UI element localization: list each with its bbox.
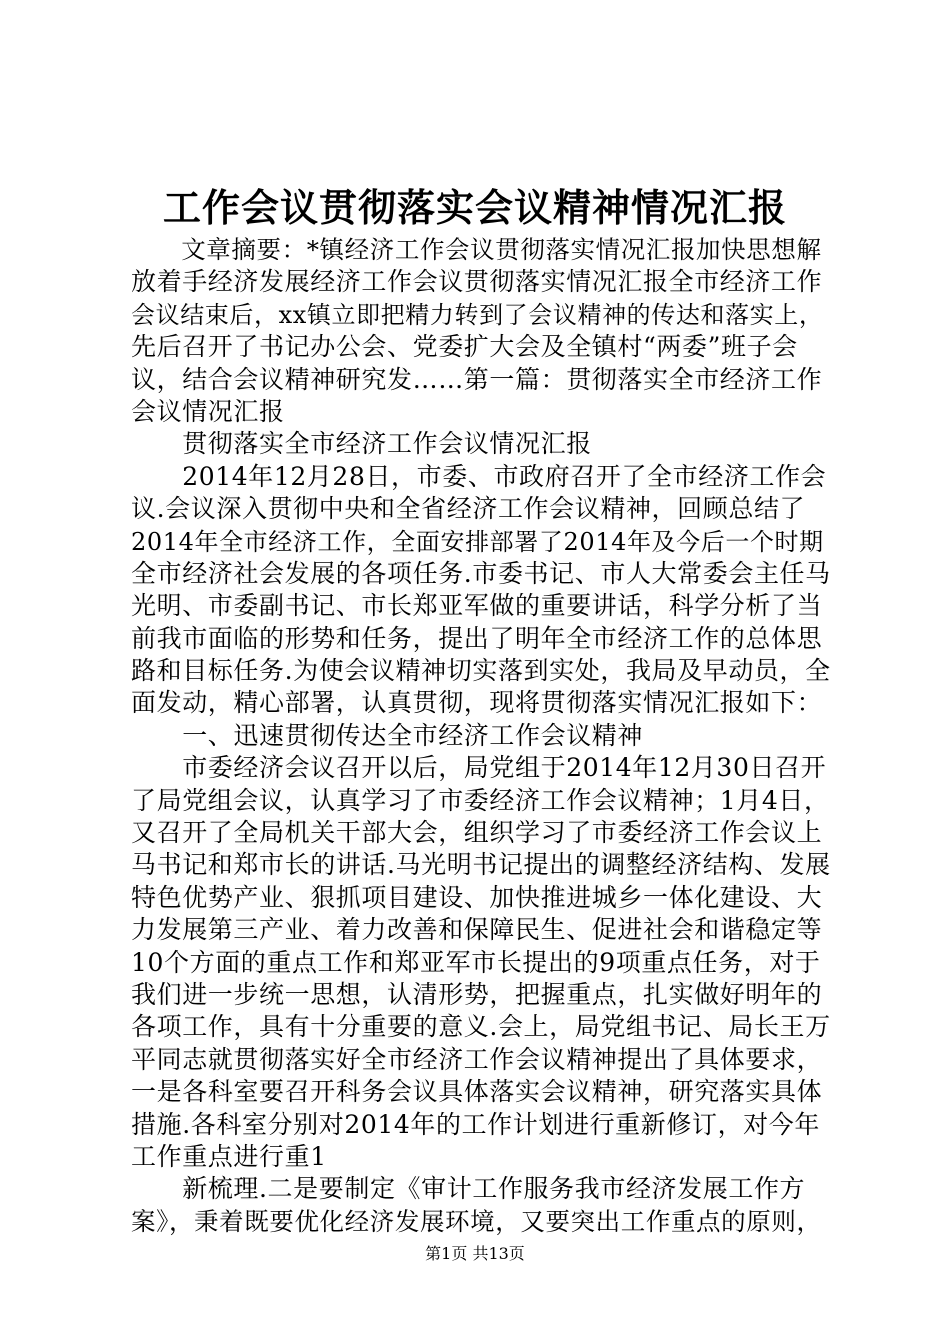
body-line: 2014年全市经济工作，全面安排部署了2014年及今后一个时期 — [131, 527, 824, 556]
body-line: 特色优势产业、狠抓项目建设、加快推进城乡一体化建设、大 — [131, 882, 823, 912]
body-line: 一是各科室要召开科务会议具体落实会议精神，研究落实具体 — [131, 1077, 823, 1107]
body-line: 全市经济社会发展的各项任务.市委书记、市人大常委会主任马 — [131, 558, 831, 588]
body-line: 马书记和郑市长的讲话.马光明书记提出的调整经济结构、发展 — [131, 850, 831, 880]
body-line: 新梳理.二是要制定《审计工作服务我市经济发展工作方 — [131, 1174, 806, 1204]
body-line: 光明、市委副书记、市长郑亚军做的重要讲话，科学分析了当 — [131, 591, 823, 621]
body-line: 面发动，精心部署，认真贯彻，现将贯彻落实情况汇报如下： — [131, 688, 823, 718]
body-line: 先后召开了书记办公会、党委扩大会及全镇村“两委”班子会 — [131, 332, 798, 362]
body-line: 路和目标任务.为使会议精神切实落到实处，我局及早动员，全 — [131, 656, 831, 686]
body-line: 前我市面临的形势和任务，提出了明年全市经济工作的总体思 — [131, 623, 823, 653]
body-line: 案》，秉着既要优化经济发展环境，又要突出工作重点的原则， — [131, 1206, 822, 1236]
body-line: 10个方面的重点工作和郑亚军市长提出的9项重点任务，对于 — [131, 947, 821, 977]
document-body — [131, 234, 831, 1238]
body-line: 平同志就贯彻落实好全市经济工作会议精神提出了具体要求， — [131, 1044, 823, 1074]
body-line: 力发展第三产业、着力改善和保障民生、促进社会和谐稳定等 — [131, 915, 823, 945]
body-line: 我们进一步统一思想，认清形势，把握重点，扎实做好明年的 — [131, 979, 823, 1009]
body-line: 市委经济会议召开以后，局党组于2014年12月30日召开 — [131, 753, 827, 783]
document-title: 工作会议贯彻落实会议精神情况汇报 — [162, 185, 787, 230]
page-number-footer: 第1页 共13页 — [425, 1244, 525, 1263]
body-line: 了局党组会议，认真学习了市委经济工作会议精神；1月4日， — [131, 785, 830, 815]
section-heading: 贯彻落实全市经济工作会议情况汇报 — [131, 429, 592, 459]
body-line: 议，结合会议精神研究发……第一篇：贯彻落实全市经济工作 — [131, 364, 823, 394]
section-heading: 一、迅速贯彻传达全市经济工作会议精神 — [131, 720, 644, 750]
body-line: 2014年12月28日，市委、市政府召开了全市经济工作会 — [131, 461, 827, 491]
body-line: 文章摘要：*镇经济工作会议贯彻落实情况汇报加快思想解 — [131, 235, 822, 264]
body-line: 工作重点进行重1 — [131, 1141, 327, 1171]
body-line: 措施.各科室分别对2014年的工作计划进行重新修订，对今年 — [131, 1109, 820, 1139]
body-line: 会议结束后，xx镇立即把精力转到了会议精神的传达和落实上， — [131, 300, 824, 329]
body-line: 议.会议深入贯彻中央和全省经济工作会议精神，回顾总结了 — [131, 494, 806, 524]
body-line: 又召开了全局机关干部大会，组织学习了市委经济工作会议上 — [131, 818, 823, 848]
body-line: 各项工作，具有十分重要的意义.会上，局党组书记、局长王万 — [131, 1012, 831, 1042]
body-line: 放着手经济发展经济工作会议贯彻落实情况汇报全市经济工作 — [131, 267, 823, 297]
body-line: 会议情况汇报 — [131, 396, 285, 426]
